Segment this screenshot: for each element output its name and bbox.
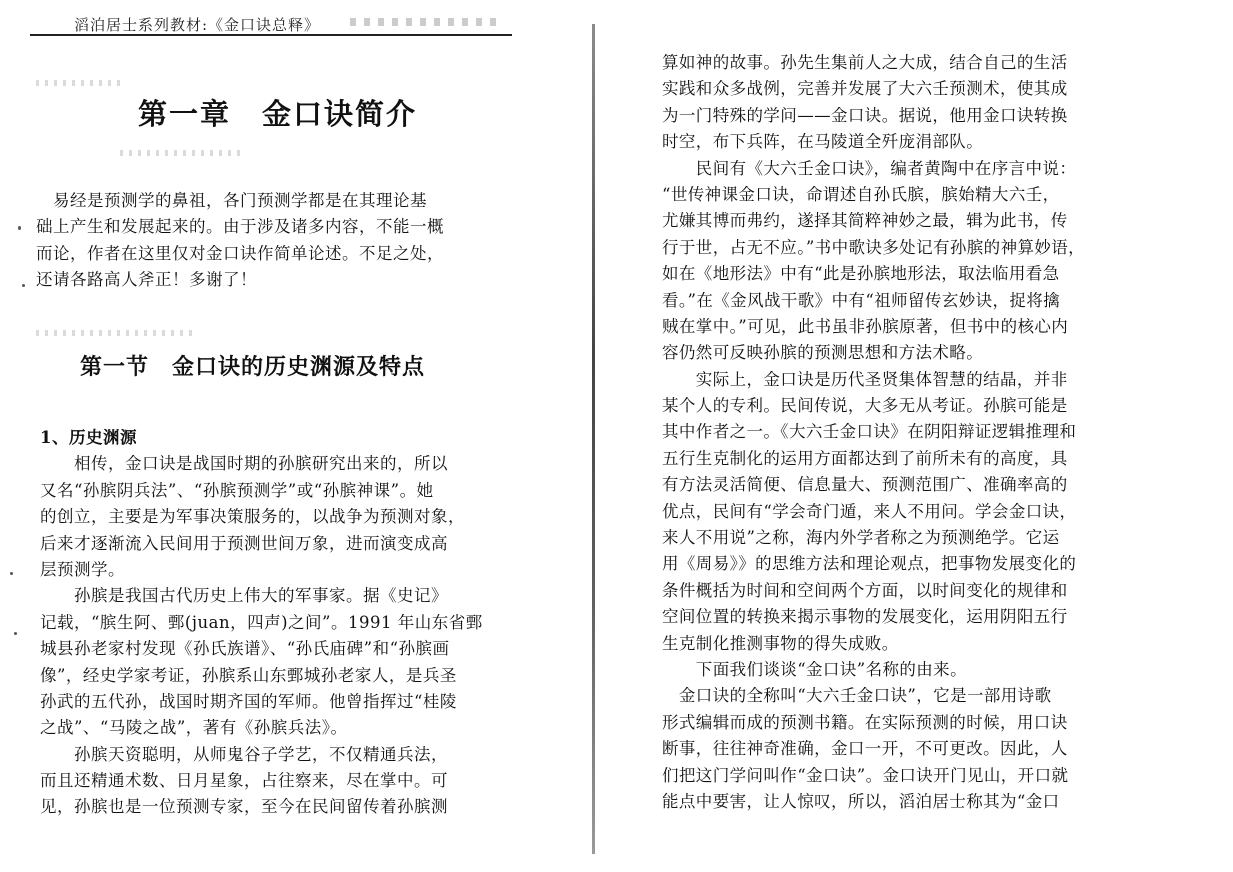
body-line: 层预测学。 (40, 559, 125, 579)
chapter-title: 第一章 金口诀简介 (138, 97, 418, 131)
subheading: 1、历史渊源 (40, 428, 137, 447)
body-line: 们把这门学问叫作“金口诀”。金口诀开门见山，开口就 (662, 765, 1069, 785)
left-body-text (40, 425, 530, 821)
body-line: 看。”在《金风战干歌》中有“祖师留传玄妙诀，捉将擒 (662, 290, 1061, 310)
body-line: 之战”、“马陵之战”，著有《孙膑兵法》。 (40, 718, 348, 738)
scan-speck (14, 632, 17, 635)
body-line: 后来才逐渐流入民间用于预测世间万象，进而演变成高 (40, 533, 448, 553)
body-line: 断事，往往神奇准确，金口一开，不可更改。因此，人 (662, 739, 1068, 759)
body-line: 实际上，金口诀是历代圣贤集体智慧的结晶，并非 (662, 369, 1068, 389)
body-line: 记载，“膑生阿、鄄(juan，四声)之间”。1991 年山东省鄄 (40, 612, 483, 632)
section-title: 第一节 金口诀的历史渊源及特点 (80, 354, 426, 380)
body-line: 像”，经史学家考证，孙膑系山东鄄城孙老家人，是兵圣 (40, 665, 457, 685)
body-line: “世传神课金口诀，命谓述自孙氏膑，膑始精大六壬， (662, 184, 1060, 204)
body-line: 来人不用说”之称，海内外学者称之为预测绝学。它运 (662, 528, 1060, 548)
right-body-text (662, 50, 1182, 815)
body-line: 下面我们谈谈“金口诀”名称的由来。 (662, 659, 967, 679)
body-line: 行于世，占无不应。”书中歌诀多处记有孙膑的神算妙语， (662, 237, 1086, 257)
intro-line: 而论，作者在这里仅对金口诀作简单论述。不足之处， (36, 243, 444, 263)
running-header (30, 8, 512, 38)
running-header-faded-text (350, 18, 500, 26)
body-line: 如在《地形法》中有“此是孙膑地形法，取法临用看急 (662, 264, 1060, 284)
body-line: 形式编辑而成的预测书籍。在实际预测的时候，用口诀 (662, 712, 1068, 732)
body-line: 而且还精通术数、日月星象，占往察来，尽在掌中。可 (40, 771, 448, 791)
scan-noise (36, 330, 196, 336)
scan-noise (36, 80, 126, 86)
body-line: 见，孙膑也是一位预测专家，至今在民间留传着孙膑测 (40, 797, 448, 817)
body-line: 为一门特殊的学问——金口诀。据说，他用金口诀转换 (662, 105, 1068, 125)
body-line: 的创立，主要是为军事决策服务的，以战争为预测对象， (40, 507, 465, 527)
body-line: 相传，金口诀是战国时期的孙膑研究出来的，所以 (40, 454, 448, 474)
body-line: 条件概括为时间和空间两个方面，以时间变化的规律和 (662, 580, 1068, 600)
body-line: 孙膑天资聪明，从师鬼谷子学艺，不仅精通兵法， (40, 744, 448, 764)
intro-line: 易经是预测学的鼻祖，各门预测学都是在其理论基 (36, 191, 427, 210)
header-rule (30, 34, 512, 36)
body-line: 民间有《大六壬金口诀》，编者黄陶中在序言中说： (662, 158, 1077, 178)
body-line: 算如神的故事。孙先生集前人之大成，结合自己的生活 (662, 53, 1068, 72)
body-line: 贼在掌中。”可见，此书虽非孙膑原著，但书中的核心内 (662, 316, 1069, 336)
body-line: 优点，民间有“学会奇门遁，来人不用问。学会金口诀， (662, 501, 1077, 521)
body-line: 城县孙老家村发现《孙氏族谱》、“孙氏庙碑”和“孙膑画 (40, 639, 450, 659)
scan-speck (10, 572, 13, 575)
body-line: 生克制化推测事物的得失成败。 (662, 633, 899, 653)
left-page (0, 0, 585, 872)
body-line: 尤嫌其博而弗约，遂择其简粹神妙之最，辑为此书，传 (662, 211, 1068, 231)
body-line: 其中作者之一。《大六壬金口诀》在阴阳辩证逻辑推理和 (662, 422, 1077, 442)
body-line: 金口诀的全称叫“大六壬金口诀”，它是一部用诗歌 (662, 686, 1052, 706)
body-line: 孙膑是我国古代历史上伟大的军事家。据《史记》 (40, 586, 448, 606)
body-line: 能点中要害，让人惊叹，所以，滔泊居士称其为“金口 (662, 791, 1060, 811)
body-line: 五行生克制化的运用方面都达到了前所未有的高度，具 (662, 448, 1068, 468)
body-line: 实践和众多战例，完善并发展了大六壬预测术，使其成 (662, 79, 1068, 99)
body-line: 用《周易》》的思维方法和理论观点，把事物发展变化的 (662, 554, 1077, 574)
body-line: 某个人的专利。民间传说，大多无从考证。孙膑可能是 (662, 396, 1068, 416)
running-header-text: 滔泊居士系列教材:《金口诀总释》 (74, 16, 321, 34)
intro-paragraph (36, 188, 516, 294)
scan-noise (120, 150, 240, 156)
scan-speck (18, 226, 21, 230)
right-page (600, 0, 1233, 872)
body-line: 时空，布下兵阵，在马陵道全歼庞涓部队。 (662, 132, 984, 152)
body-line: 又名“孙膑阴兵法”、“孙膑预测学”或“孙膑神课”。她 (40, 480, 434, 500)
body-line: 有方法灵活简便、信息量大、预测范围广、准确率高的 (662, 475, 1068, 495)
intro-line: 础上产生和发展起来的。由于涉及诸多内容，不能一概 (36, 217, 444, 237)
scan-speck (22, 284, 25, 287)
body-line: 空间位置的转换来揭示事物的发展变化，运用阴阳五行 (662, 607, 1068, 627)
body-line: 容仍然可反映孙膑的预测思想和方法术略。 (662, 343, 984, 363)
page-gutter (592, 24, 595, 854)
body-line: 孙武的五代孙，战国时期齐国的军师。他曾指挥过“桂陵 (40, 691, 457, 711)
intro-line: 还请各路高人斧正！多谢了！ (36, 270, 257, 290)
